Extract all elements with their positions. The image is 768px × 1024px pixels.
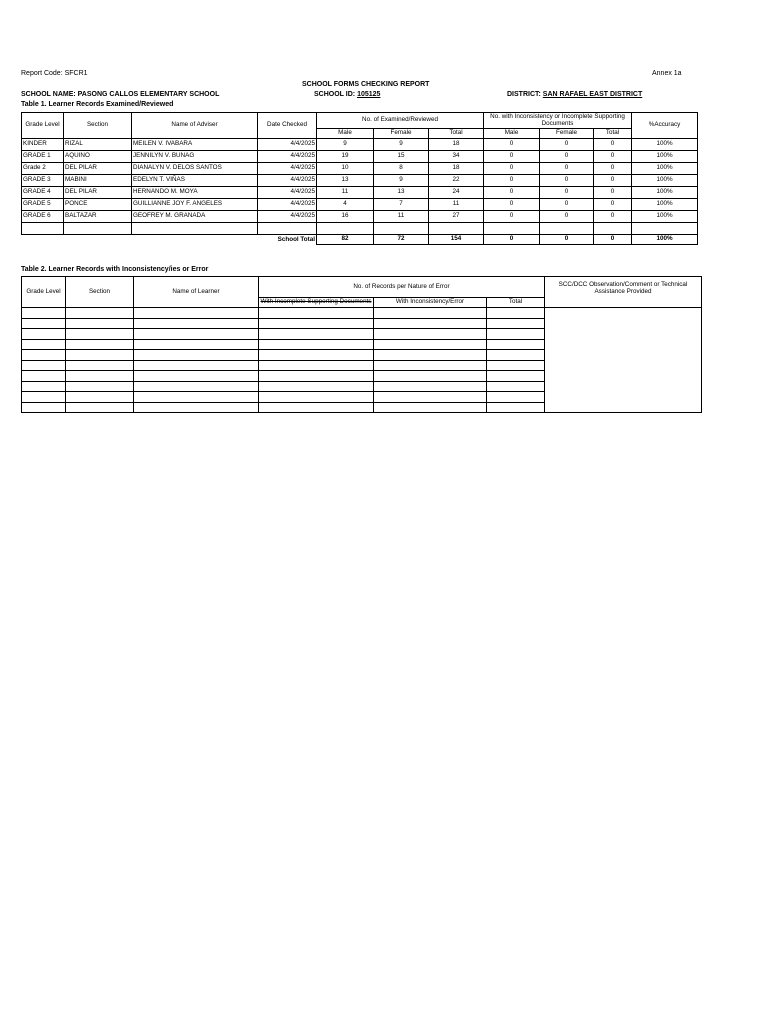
cell-adviser: EDELYN T. VIÑAS (132, 175, 258, 187)
cell-grade: Grade 2 (22, 163, 64, 175)
cell-female: 8 (374, 163, 429, 175)
table-row (22, 163, 698, 175)
cell-total: 24 (429, 187, 484, 199)
empty-cell (487, 339, 545, 350)
school-total-inc-male: 0 (484, 235, 540, 245)
cell-grade: GRADE 4 (22, 187, 64, 199)
cell-accuracy: 100% (632, 163, 698, 175)
empty-cell (374, 371, 487, 382)
th-examined: No. of Examined/Reviewed (317, 113, 484, 129)
empty-cell (374, 392, 487, 403)
t2-th-section: Section (66, 277, 134, 308)
th-inc-male: Male (484, 129, 540, 139)
district-label: DISTRICT: (507, 91, 541, 98)
cell-inc-total: 0 (594, 139, 632, 151)
cell-grade: GRADE 3 (22, 175, 64, 187)
empty-cell (66, 318, 134, 329)
empty-cell (134, 381, 259, 392)
school-total-row (22, 235, 698, 245)
table2-caption: Table 2. Learner Records with Inconsistency/ies or Error (21, 266, 209, 273)
cell-section: DEL PILAR (64, 187, 132, 199)
t2-th-inconsistency: With Inconsistency/Error (374, 298, 487, 308)
school-id-label: SCHOOL ID: (314, 91, 356, 98)
th-grade-level: Grade Level (22, 113, 64, 139)
school-total-inc-female: 0 (540, 235, 594, 245)
empty-cell (134, 350, 259, 361)
cell-inc-total: 0 (594, 175, 632, 187)
cell-female: 15 (374, 151, 429, 163)
empty-cell (374, 308, 487, 319)
cell-male: 11 (317, 187, 374, 199)
school-total-male: 82 (317, 235, 374, 245)
th-date-checked: Date Checked (258, 113, 317, 139)
table-row (22, 211, 698, 223)
cell-section: RIZAL (64, 139, 132, 151)
district-value: SAN RAFAEL EAST DISTRICT (542, 91, 643, 98)
empty-cell (66, 350, 134, 361)
th-male: Male (317, 129, 374, 139)
cell-male: 4 (317, 199, 374, 211)
empty-cell (134, 392, 259, 403)
cell-adviser: MEILEN V. IVABARA (132, 139, 258, 151)
empty-cell (487, 381, 545, 392)
report-title: SCHOOL FORMS CHECKING REPORT (302, 81, 430, 88)
cell-female: 9 (374, 175, 429, 187)
empty-cell (22, 381, 66, 392)
t2-th-incomplete: With Incomplete Supporting Documents (259, 298, 374, 308)
empty-cell (66, 329, 134, 340)
cell-female: 13 (374, 187, 429, 199)
empty-cell (134, 308, 259, 319)
empty-cell (487, 360, 545, 371)
empty-cell (259, 318, 374, 329)
cell-section: AQUINO (64, 151, 132, 163)
table-row (22, 139, 698, 151)
cell-inc-female: 0 (540, 151, 594, 163)
cell-inc-female: 0 (540, 175, 594, 187)
cell-section: PONCE (64, 199, 132, 211)
empty-cell (374, 329, 487, 340)
school-name: SCHOOL NAME: PASONG CALLOS ELEMENTARY SCHOOL (21, 91, 220, 98)
cell-female: 9 (374, 139, 429, 151)
empty-cell (66, 392, 134, 403)
cell-male: 13 (317, 175, 374, 187)
empty-cell (22, 360, 66, 371)
cell-accuracy: 100% (632, 175, 698, 187)
cell-inc-female: 0 (540, 199, 594, 211)
empty-cell (134, 339, 259, 350)
empty-cell (66, 402, 134, 413)
cell-grade: KINDER (22, 139, 64, 151)
empty-cell (487, 329, 545, 340)
cell-date: 4/4/2025 (258, 151, 317, 163)
cell-male: 9 (317, 139, 374, 151)
empty-cell (259, 381, 374, 392)
cell-accuracy: 100% (632, 139, 698, 151)
table-row-blank (22, 223, 698, 235)
school-total-label: School Total (258, 235, 317, 245)
empty-cell (22, 350, 66, 361)
table1-caption: Table 1. Learner Records Examined/Reviewed (21, 101, 174, 108)
cell-total: 34 (429, 151, 484, 163)
empty-cell (66, 371, 134, 382)
school-total-inc-total: 0 (594, 235, 632, 245)
th-inconsistency: No. with Inconsistency or Incomplete Supporting Documents (484, 113, 632, 129)
cell-inc-male: 0 (484, 199, 540, 211)
cell-grade: GRADE 1 (22, 151, 64, 163)
cell-section: MABINI (64, 175, 132, 187)
empty-cell (22, 402, 66, 413)
school-total-total: 154 (429, 235, 484, 245)
t2-th-learner: Name of Learner (134, 277, 259, 308)
cell-section: BALTAZAR (64, 211, 132, 223)
cell-inc-total: 0 (594, 151, 632, 163)
cell-inc-male: 0 (484, 175, 540, 187)
th-accuracy: %Accuracy (632, 113, 698, 139)
cell-date: 4/4/2025 (258, 163, 317, 175)
cell-total: 18 (429, 139, 484, 151)
cell-total: 11 (429, 199, 484, 211)
empty-cell (66, 360, 134, 371)
cell-female: 11 (374, 211, 429, 223)
cell-date: 4/4/2025 (258, 187, 317, 199)
empty-cell (487, 392, 545, 403)
cell-total: 18 (429, 163, 484, 175)
th-female: Female (374, 129, 429, 139)
school-total-female: 72 (374, 235, 429, 245)
empty-cell (66, 308, 134, 319)
cell-date: 4/4/2025 (258, 175, 317, 187)
cell-accuracy: 100% (632, 187, 698, 199)
empty-cell (134, 360, 259, 371)
empty-cell (487, 318, 545, 329)
cell-inc-total: 0 (594, 211, 632, 223)
cell-grade: GRADE 5 (22, 199, 64, 211)
empty-cell (134, 371, 259, 382)
cell-male: 10 (317, 163, 374, 175)
empty-cell (66, 339, 134, 350)
empty-cell (22, 318, 66, 329)
empty-cell (22, 339, 66, 350)
cell-total: 22 (429, 175, 484, 187)
cell-female: 7 (374, 199, 429, 211)
empty-cell (259, 308, 374, 319)
empty-cell (22, 329, 66, 340)
cell-accuracy: 100% (632, 199, 698, 211)
empty-cell (259, 329, 374, 340)
cell-accuracy: 100% (632, 211, 698, 223)
empty-cell (487, 308, 545, 319)
empty-cell (374, 339, 487, 350)
cell-inc-female: 0 (540, 139, 594, 151)
table-row (22, 308, 702, 319)
observation-cell (545, 308, 702, 413)
cell-adviser: JENNILYN V. BUNAG (132, 151, 258, 163)
cell-inc-total: 0 (594, 199, 632, 211)
table-row (22, 199, 698, 211)
empty-cell (487, 402, 545, 413)
empty-cell (259, 360, 374, 371)
th-inc-female: Female (540, 129, 594, 139)
report-code: Report Code: SFCR1 (21, 70, 88, 77)
empty-cell (487, 371, 545, 382)
empty-cell (259, 339, 374, 350)
th-total: Total (429, 129, 484, 139)
cell-date: 4/4/2025 (258, 139, 317, 151)
t2-th-grade-level: Grade Level (22, 277, 66, 308)
school-id-value: 105125 (357, 91, 381, 98)
empty-cell (259, 402, 374, 413)
cell-male: 19 (317, 151, 374, 163)
cell-inc-female: 0 (540, 211, 594, 223)
cell-inc-female: 0 (540, 187, 594, 199)
th-inc-total: Total (594, 129, 632, 139)
t2-th-total: Total (487, 298, 545, 308)
t2-th-nature: No. of Records per Nature of Error (259, 277, 545, 298)
empty-cell (22, 392, 66, 403)
annex-label: Annex 1a (652, 70, 682, 77)
cell-section: DEL PILAR (64, 163, 132, 175)
empty-cell (66, 381, 134, 392)
cell-inc-male: 0 (484, 187, 540, 199)
school-total-accuracy: 100% (632, 235, 698, 245)
cell-inc-total: 0 (594, 163, 632, 175)
table-row (22, 151, 698, 163)
cell-adviser: GUILLIANNE JOY F. ANGELES (132, 199, 258, 211)
empty-cell (259, 371, 374, 382)
cell-inc-male: 0 (484, 163, 540, 175)
cell-adviser: DIANALYN V. DELOS SANTOS (132, 163, 258, 175)
empty-cell (259, 350, 374, 361)
error-records-table (21, 276, 702, 413)
cell-inc-male: 0 (484, 151, 540, 163)
cell-accuracy: 100% (632, 151, 698, 163)
learner-records-table (21, 112, 698, 245)
empty-cell (487, 350, 545, 361)
cell-total: 27 (429, 211, 484, 223)
empty-cell (374, 318, 487, 329)
cell-inc-male: 0 (484, 211, 540, 223)
cell-adviser: HERNANDO M. MOYA (132, 187, 258, 199)
cell-inc-male: 0 (484, 139, 540, 151)
empty-cell (374, 381, 487, 392)
table-row (22, 175, 698, 187)
district (507, 91, 642, 98)
empty-cell (374, 402, 487, 413)
empty-cell (259, 392, 374, 403)
cell-inc-total: 0 (594, 187, 632, 199)
empty-cell (22, 371, 66, 382)
cell-date: 4/4/2025 (258, 199, 317, 211)
th-adviser: Name of Adviser (132, 113, 258, 139)
empty-cell (374, 360, 487, 371)
empty-cell (134, 402, 259, 413)
th-section: Section (64, 113, 132, 139)
table-row (22, 187, 698, 199)
empty-cell (22, 308, 66, 319)
empty-cell (134, 329, 259, 340)
empty-cell (134, 318, 259, 329)
cell-adviser: GEOFREY M. GRANADA (132, 211, 258, 223)
school-id (314, 91, 380, 98)
t2-th-observation: SCC/DCC Observation/Comment or Technical Assistance Provided (545, 277, 702, 308)
empty-cell (374, 350, 487, 361)
cell-male: 16 (317, 211, 374, 223)
cell-inc-female: 0 (540, 163, 594, 175)
cell-date: 4/4/2025 (258, 211, 317, 223)
cell-grade: GRADE 6 (22, 211, 64, 223)
